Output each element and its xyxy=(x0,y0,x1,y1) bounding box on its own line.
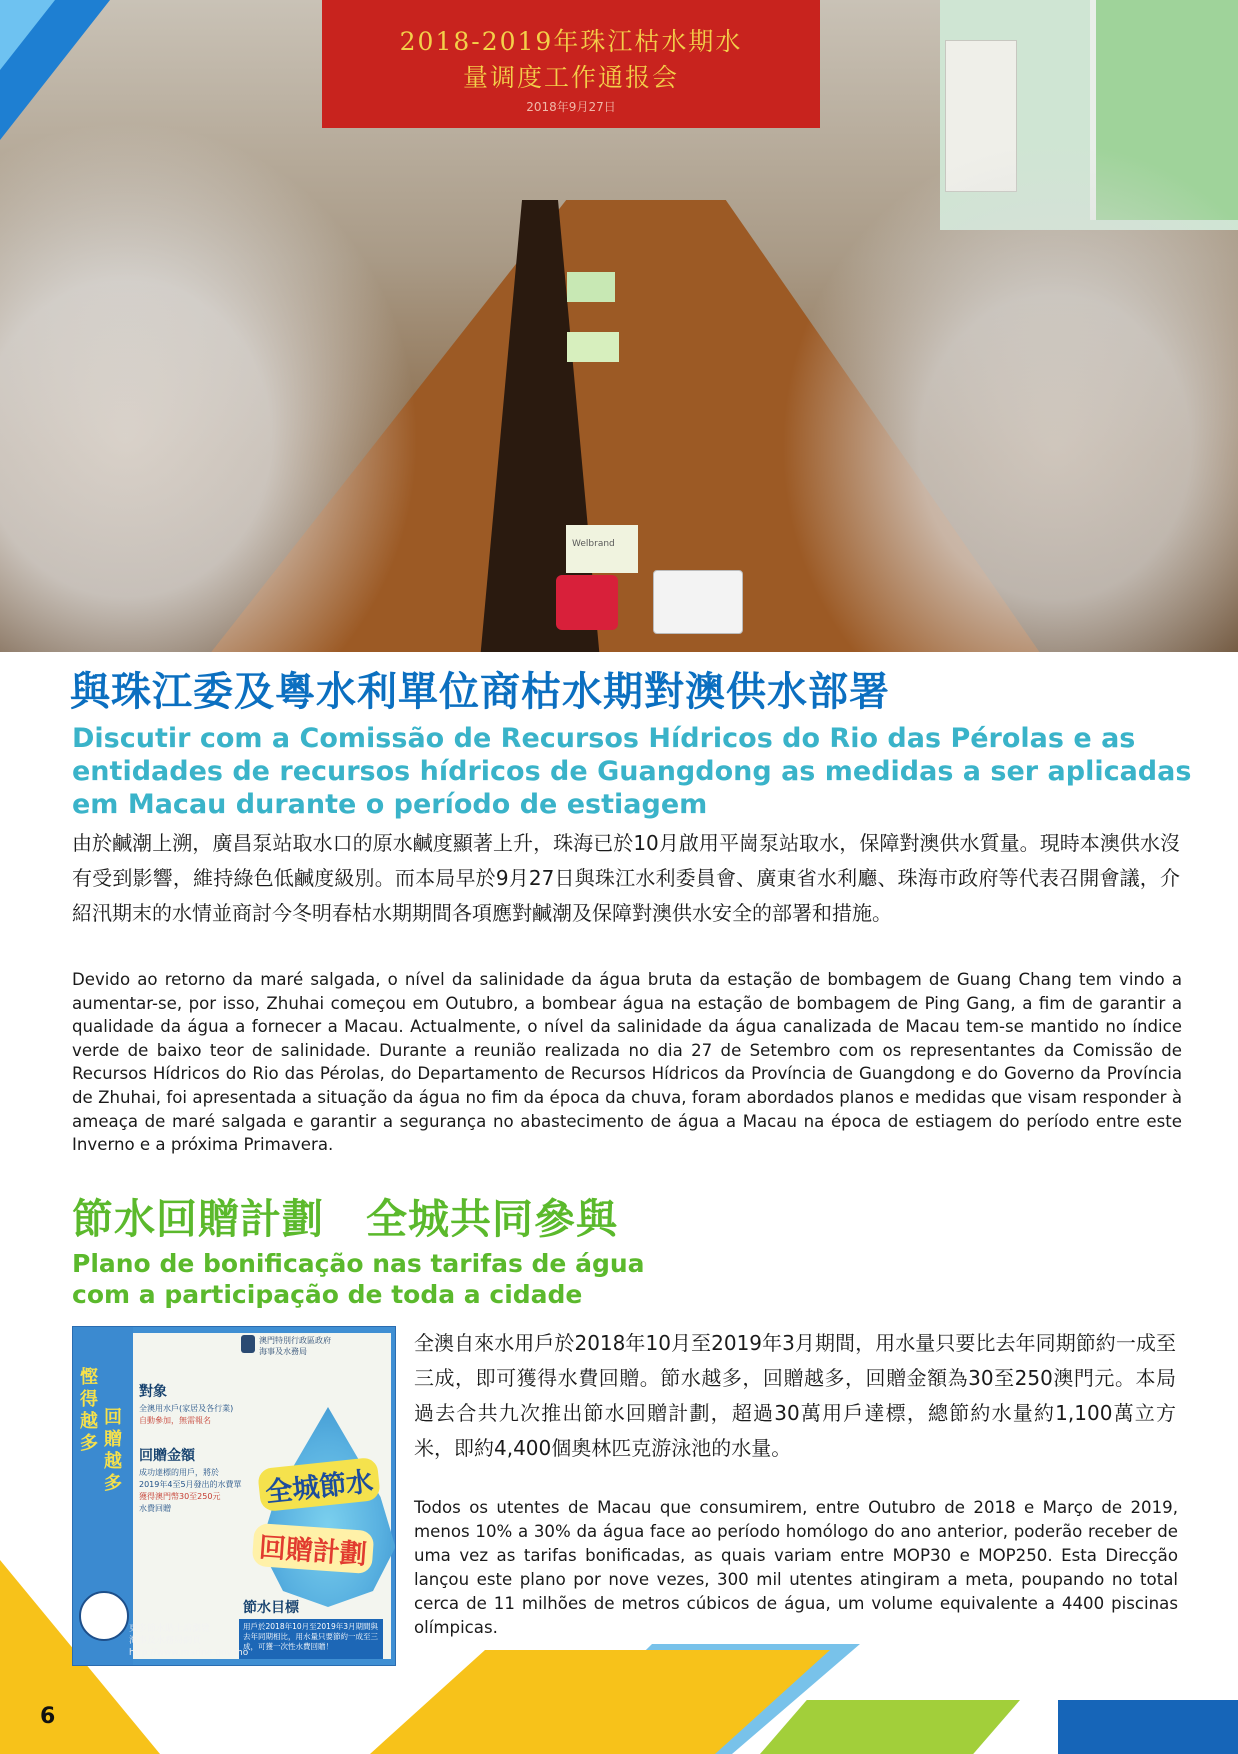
poster-footer-line2: 海事及水務局網頁 xyxy=(129,1636,202,1646)
poster-amount-text1: 成功達標的用戶，將於 xyxy=(139,1468,219,1477)
article2-title-pt xyxy=(72,1248,832,1310)
poster-target-text1: 全澳用水戶(家居及各行業) xyxy=(139,1404,234,1413)
poster-footer-url: http://www.marine.gov.mo xyxy=(129,1648,249,1658)
attendees-right xyxy=(780,140,1238,652)
poster-slogan-2: 回贈計劃 xyxy=(252,1523,375,1574)
poster-amount-text3: 獲得澳門幣30至250元 xyxy=(139,1492,221,1501)
article2-title-pt-line2: com a participação de toda a cidade xyxy=(72,1280,583,1309)
meeting-banner xyxy=(322,0,820,128)
tissue-brand-text: Welbrand xyxy=(572,539,615,549)
banner-date: 2018年9月27日 xyxy=(526,100,616,114)
article2-title-pt-line1: Plano de bonificação nas tarifas de água xyxy=(72,1249,645,1278)
article2-body-pt: Todos os utentes de Macau que consumirem, entre Outubro de 2018 e Março de 2019, menos 10% a 30% da água face ao período homólogo do ano anterior, poderão receber de uma vez as tarifas bonificadas, as quais variam entre MOP30 e MOP250. Esta Direcção lançou este plano por nove vezes, 300 mil utentes atingiram a meta, poupando no total cerca de 11 milhões de metros cúbicos de água, um volume equivalente a 4400 piscinas olímpicas. xyxy=(414,1498,1178,1637)
poster-goal-text: 用戶於2018年10月至2019年3月期間與去年同期相比，用水量只要節約一成至三成，可獲一次性水費回贈！ xyxy=(243,1622,378,1651)
footer-stripe xyxy=(760,1700,1020,1754)
poster-org-line2: 海事及水務局 xyxy=(259,1347,307,1356)
tissue-box xyxy=(566,525,638,573)
article2-title-zh: 節水回贈計劃 全城共同參與 xyxy=(72,1195,618,1243)
tissue-box xyxy=(567,272,615,302)
campaign-poster xyxy=(72,1326,396,1666)
meeting-photo xyxy=(0,0,1238,652)
telephone-red xyxy=(556,575,618,630)
mascot-badge-icon xyxy=(79,1591,129,1641)
banner-title-line1: 2018-2019年珠江枯水期水 xyxy=(399,27,743,56)
attendees-left xyxy=(0,120,420,652)
poster-goal-label: 節水目標 xyxy=(243,1600,299,1616)
poster-target-text2: 自動參加，無需報名 xyxy=(139,1416,211,1425)
poster-amount-text2: 2019年4至5月發出的水費單 xyxy=(139,1480,242,1489)
poster-org-line1: 澳門特別行政區政府 xyxy=(259,1336,331,1345)
footer-stripe xyxy=(1058,1700,1238,1754)
poster-footer xyxy=(129,1623,279,1659)
article1-title-pt: Discutir com a Comissão de Recursos Hídricos do Rio das Pérolas e as entidades de recursos hídricos de Guangdong as medidas a ser aplicadas em Macau durante o período de estiagem xyxy=(72,723,1192,820)
tissue-box xyxy=(567,332,619,362)
poster-slogan-1: 全城節水 xyxy=(257,1457,381,1512)
poster-organization xyxy=(259,1335,379,1357)
poster-amount-label: 回贈金額 xyxy=(139,1448,195,1464)
article1-title-zh: 與珠江委及粵水利單位商枯水期對澳供水部署 xyxy=(70,669,890,715)
corner-decoration xyxy=(0,0,55,70)
government-crest-icon xyxy=(241,1335,255,1353)
page-number: 6 xyxy=(40,1704,56,1729)
poster-side-slogan-2: 回贈越多 xyxy=(104,1407,122,1494)
poster-amount-text4: 水費回贈 xyxy=(139,1504,171,1513)
telephone-white xyxy=(653,570,743,634)
footer-stripe xyxy=(370,1650,830,1754)
article2-body-zh: 全澳自來水用戶於2018年10月至2019年3月期間，用水量只要比去年同期節約一成至三成，即可獲得水費回贈。節水越多，回贈越多，回贈金額為30至250澳門元。本局過去合共九次推出節水回贈計劃，超過30萬用戶達標，總節約水量約1,100萬立方米，即約4,400個奧林匹克游泳池的水量。 xyxy=(414,1331,1176,1460)
banner-title-line2: 量调度工作通报会 xyxy=(462,63,679,92)
poster-target-label: 對象 xyxy=(139,1384,167,1400)
article1-body-zh: 由於鹹潮上溯，廣昌泵站取水口的原水鹹度顯著上升，珠海已於10月啟用平崗泵站取水，保障對澳供水質量。現時本澳供水沒有受到影響，維持綠色低鹹度級別。而本局早於9月27日與珠江水利委員會、廣東省水利廳、珠海市政府等代表召開會議，介紹汛期末的水情並商討今冬明春枯水期期間各項應對鹹潮及保障對澳供水安全的部署和措施。 xyxy=(72,831,1180,925)
poster-side-slogan-1: 慳得越多 xyxy=(80,1367,98,1454)
poster-footer-line1: 更多節水貼士請瀏覽 xyxy=(129,1624,211,1634)
article1-body-pt: Devido ao retorno da maré salgada, o nível da salinidade da água bruta da estação de bombagem de Guang Chang tem vindo a aumentar-se, por isso, Zhuhai começou em Outubro, a bombear água na estação de bombagem de Ping Gang, a fim de garantir a qualidade da água a fornecer a Macau. Actualmente, o nível da salinidade da água canalizada de Macau tem-se mantido no índice verde de baixo teor de salinidade. Durante a reunião realizada no dia 27 de Setembro com os representantes da Comissão de Recursos Hídricos do Rio das Pérolas, do Departamento de Recursos Hídricos da Província de Guangdong e do Governo da Província de Zhuhai, foi apresentada a situação da água no fim da época da chuva, foram abordados planos e medidas que visam responder à ameaça de maré salgada e garantir a segurança no abastecimento de água a Macau na época de estiagem do período entre este Inverno e a próxima Primavera. xyxy=(72,970,1182,1155)
